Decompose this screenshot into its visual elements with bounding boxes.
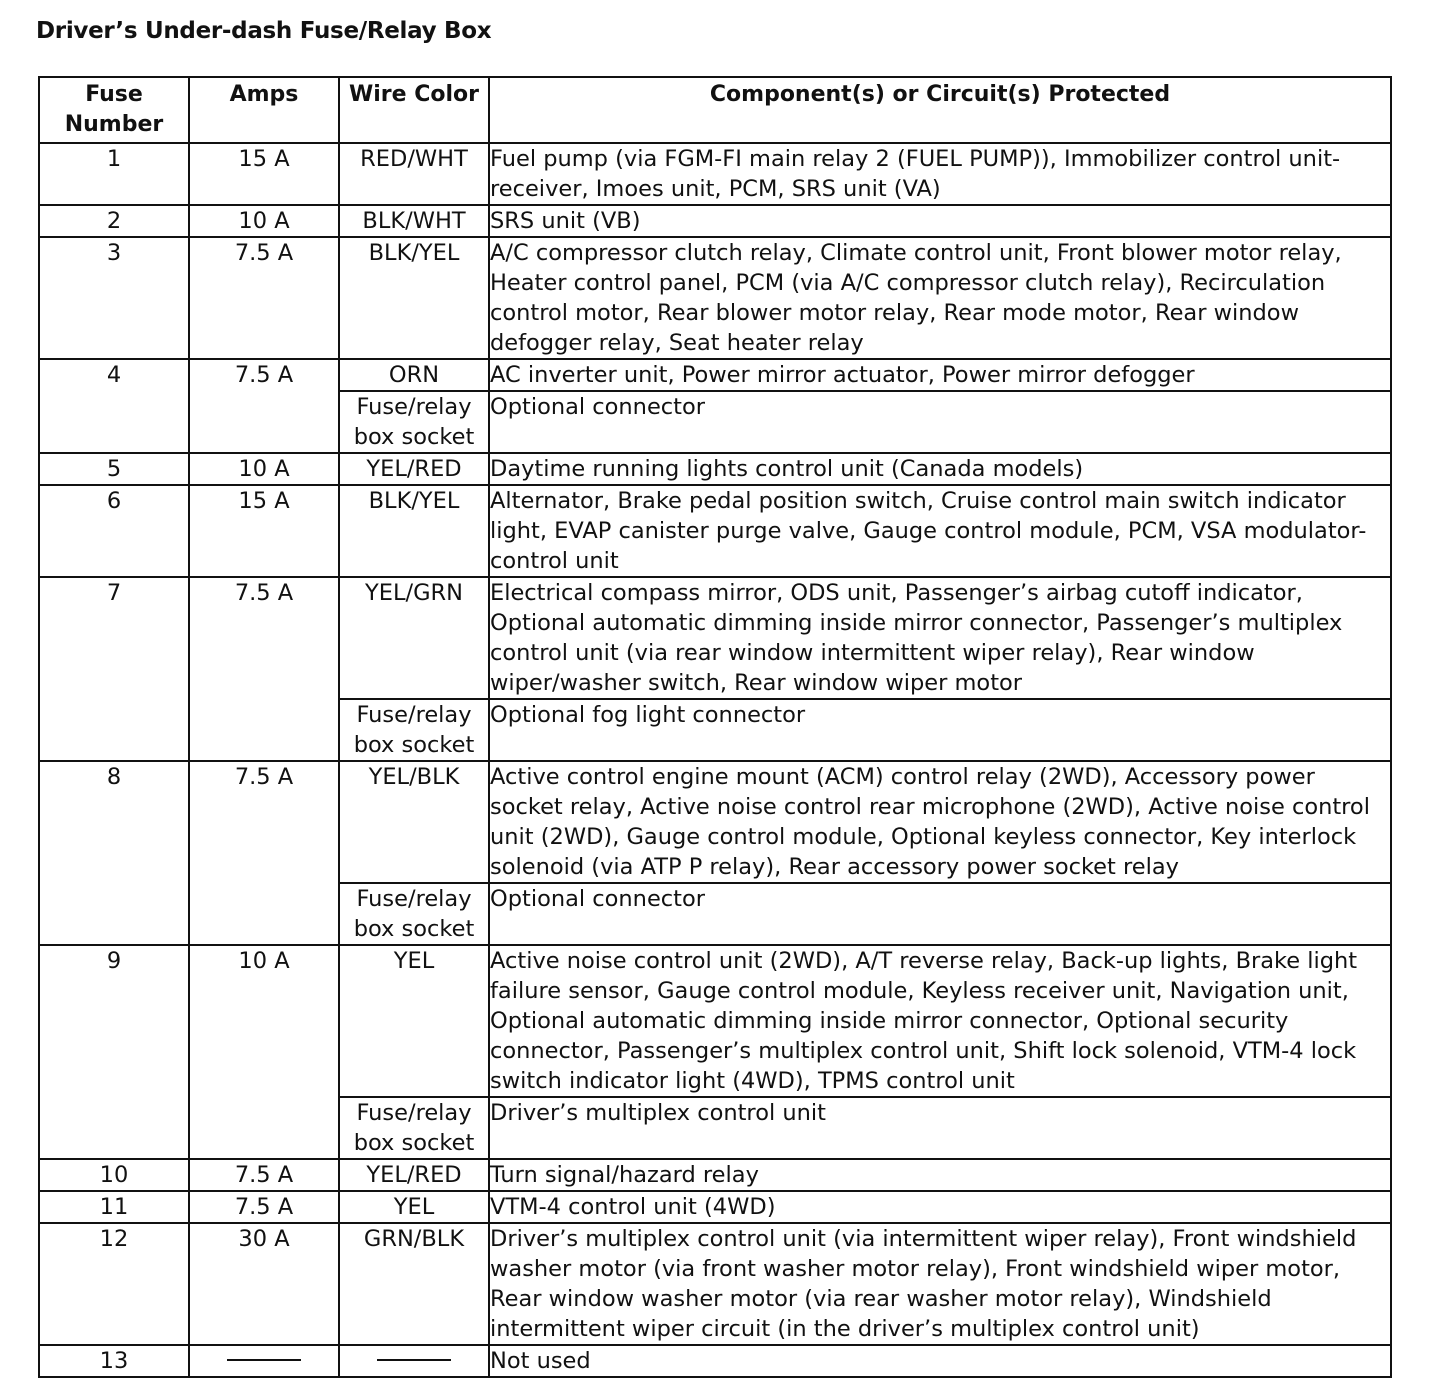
fuse-number-cell: 3 bbox=[39, 237, 189, 359]
not-used-dash bbox=[227, 1359, 301, 1361]
wire-color-cell: Fuse/relay box socket bbox=[339, 1097, 489, 1159]
amps-cell: 7.5 A bbox=[189, 1191, 339, 1223]
wire-color-cell: Fuse/relay box socket bbox=[339, 391, 489, 453]
amps-cell: 7.5 A bbox=[189, 1159, 339, 1191]
amps-cell: 30 A bbox=[189, 1223, 339, 1345]
not-used-dash bbox=[377, 1359, 451, 1361]
amps-cell: 7.5 A bbox=[189, 359, 339, 453]
fuse-number-cell: 13 bbox=[39, 1345, 189, 1377]
fuse-number-cell: 11 bbox=[39, 1191, 189, 1223]
wire-color-cell bbox=[339, 1345, 489, 1377]
table-row bbox=[39, 205, 1391, 237]
table-row bbox=[39, 1159, 1391, 1191]
wire-color-cell: YEL/GRN bbox=[339, 577, 489, 699]
wire-color-cell: RED/WHT bbox=[339, 143, 489, 205]
components-cell: Optional connector bbox=[489, 391, 1391, 453]
fuse-number-cell: 8 bbox=[39, 761, 189, 945]
amps-cell: 7.5 A bbox=[189, 237, 339, 359]
wire-color-cell: YEL bbox=[339, 945, 489, 1097]
amps-cell: 7.5 A bbox=[189, 761, 339, 945]
fuse-table bbox=[38, 76, 1392, 1378]
table-row bbox=[39, 577, 1391, 699]
components-cell: Active noise control unit (2WD), A/T reverse relay, Back-up lights, Brake light failure sensor, Gauge control module, Keyless receiver unit, Navigation unit, Optional automatic dimming inside mirror connector, Optional security connector, Passenger’s multiplex control unit, Shift lock solenoid, VTM-4 lock switch indicator light (4WD), TPMS control unit bbox=[489, 945, 1391, 1097]
fuse-number-cell: 10 bbox=[39, 1159, 189, 1191]
fuse-number-cell: 4 bbox=[39, 359, 189, 453]
table-row bbox=[39, 453, 1391, 485]
fuse-number-cell: 1 bbox=[39, 143, 189, 205]
header-amps: Amps bbox=[189, 77, 339, 143]
components-cell: Electrical compass mirror, ODS unit, Passenger’s airbag cutoff indicator, Optional automatic dimming inside mirror connector, Passenger’s multiplex control unit (via rear window intermittent wiper relay), Rear window wiper/washer switch, Rear window wiper motor bbox=[489, 577, 1391, 699]
wire-color-cell: GRN/BLK bbox=[339, 1223, 489, 1345]
components-cell: Turn signal/hazard relay bbox=[489, 1159, 1391, 1191]
table-row bbox=[39, 1191, 1391, 1223]
wire-color-cell: BLK/WHT bbox=[339, 205, 489, 237]
page-title: Driver’s Under-dash Fuse/Relay Box bbox=[36, 18, 492, 44]
components-cell: Optional fog light connector bbox=[489, 699, 1391, 761]
table-row bbox=[39, 1223, 1391, 1345]
amps-cell: 7.5 A bbox=[189, 577, 339, 761]
components-cell: Driver’s multiplex control unit bbox=[489, 1097, 1391, 1159]
components-cell: SRS unit (VB) bbox=[489, 205, 1391, 237]
components-cell: Optional connector bbox=[489, 883, 1391, 945]
amps-cell: 15 A bbox=[189, 485, 339, 577]
components-cell: Not used bbox=[489, 1345, 1391, 1377]
fuse-number-cell: 7 bbox=[39, 577, 189, 761]
table-row bbox=[39, 359, 1391, 391]
fuse-number-cell: 6 bbox=[39, 485, 189, 577]
wire-color-cell: Fuse/relay box socket bbox=[339, 699, 489, 761]
fuse-number-cell: 12 bbox=[39, 1223, 189, 1345]
table-row bbox=[39, 237, 1391, 359]
components-cell: Fuel pump (via FGM-FI main relay 2 (FUEL PUMP)), Immobilizer control unit-receiver, Imoes unit, PCM, SRS unit (VA) bbox=[489, 143, 1391, 205]
amps-cell: 10 A bbox=[189, 453, 339, 485]
amps-cell: 10 A bbox=[189, 205, 339, 237]
components-cell: Driver’s multiplex control unit (via intermittent wiper relay), Front windshield washer motor (via front washer motor relay), Front windshield wiper motor, Rear window washer motor (via rear washer motor relay), Windshield intermittent wiper circuit (in the driver’s multiplex control unit) bbox=[489, 1223, 1391, 1345]
wire-color-cell: YEL/RED bbox=[339, 1159, 489, 1191]
table-row bbox=[39, 485, 1391, 577]
amps-cell: 10 A bbox=[189, 945, 339, 1159]
wire-color-cell: Fuse/relay box socket bbox=[339, 883, 489, 945]
header-components: Component(s) or Circuit(s) Protected bbox=[489, 77, 1391, 143]
components-cell: Alternator, Brake pedal position switch, Cruise control main switch indicator light, EVAP canister purge valve, Gauge control module, PCM, VSA modulator-control unit bbox=[489, 485, 1391, 577]
components-cell: Active control engine mount (ACM) control relay (2WD), Accessory power socket relay, Active noise control rear microphone (2WD), Active noise control unit (2WD), Gauge control module, Optional keyless connector, Key interlock solenoid (via ATP P relay), Rear accessory power socket relay bbox=[489, 761, 1391, 883]
fuse-number-cell: 2 bbox=[39, 205, 189, 237]
components-cell: Daytime running lights control unit (Canada models) bbox=[489, 453, 1391, 485]
wire-color-cell: YEL/RED bbox=[339, 453, 489, 485]
wire-color-cell: BLK/YEL bbox=[339, 237, 489, 359]
components-cell: AC inverter unit, Power mirror actuator, Power mirror defogger bbox=[489, 359, 1391, 391]
header-fuse-number: Fuse Number bbox=[39, 77, 189, 143]
fuse-number-cell: 9 bbox=[39, 945, 189, 1159]
table-row bbox=[39, 143, 1391, 205]
components-cell: A/C compressor clutch relay, Climate control unit, Front blower motor relay, Heater control panel, PCM (via A/C compressor clutch relay), Recirculation control motor, Rear blower motor relay, Rear mode motor, Rear window defogger relay, Seat heater relay bbox=[489, 237, 1391, 359]
wire-color-cell: YEL/BLK bbox=[339, 761, 489, 883]
fuse-table-body bbox=[39, 143, 1391, 1377]
components-cell: VTM-4 control unit (4WD) bbox=[489, 1191, 1391, 1223]
wire-color-cell: ORN bbox=[339, 359, 489, 391]
table-header-row bbox=[39, 77, 1391, 143]
table-row bbox=[39, 761, 1391, 883]
wire-color-cell: YEL bbox=[339, 1191, 489, 1223]
header-wire-color: Wire Color bbox=[339, 77, 489, 143]
wire-color-cell: BLK/YEL bbox=[339, 485, 489, 577]
fuse-number-cell: 5 bbox=[39, 453, 189, 485]
amps-cell bbox=[189, 1345, 339, 1377]
amps-cell: 15 A bbox=[189, 143, 339, 205]
table-row bbox=[39, 945, 1391, 1097]
table-row bbox=[39, 1345, 1391, 1377]
